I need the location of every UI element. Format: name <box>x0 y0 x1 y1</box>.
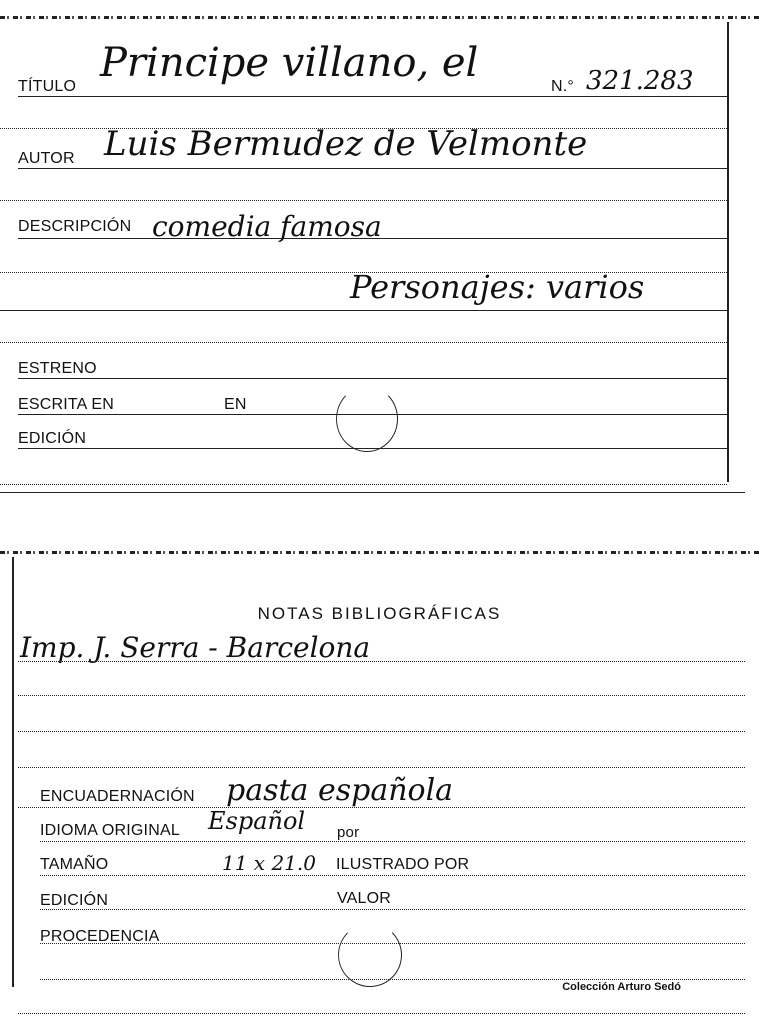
card-top-edge <box>0 16 759 19</box>
rule-line <box>0 200 727 201</box>
catalog-card-front <box>0 0 759 495</box>
descripcion-value: comedia famosa <box>152 210 382 243</box>
numero-label: N.° <box>551 78 574 95</box>
stamp-circle <box>338 923 402 987</box>
idioma-label: IDIOMA ORIGINAL <box>40 822 180 839</box>
collection-credit: Colección Arturo Sedó <box>562 981 681 993</box>
rule-line <box>18 695 745 696</box>
rule-line <box>40 979 745 980</box>
rule-line <box>18 731 745 732</box>
card-top-edge <box>0 551 759 554</box>
titulo-label: TÍTULO <box>18 78 77 95</box>
rule-line <box>40 909 745 910</box>
encuadernacion-value: pasta española <box>226 773 454 808</box>
edicion-label-back: EDICIÓN <box>40 892 109 909</box>
personajes-value: Personajes: varios <box>350 268 645 306</box>
en-label: EN <box>224 396 247 413</box>
estreno-label: ESTRENO <box>18 360 97 377</box>
notes-line-1: Imp. J. Serra - Barcelona <box>20 631 371 664</box>
rule-line <box>18 168 727 169</box>
card-bottom-edge <box>0 492 745 493</box>
por-label: por <box>337 824 360 841</box>
idioma-value: Español <box>208 807 306 835</box>
rule-line <box>0 310 727 311</box>
card-right-border <box>727 22 729 482</box>
autor-value: Luis Bermudez de Velmonte <box>104 124 588 164</box>
procedencia-label: PROCEDENCIA <box>40 928 160 945</box>
notas-heading: NOTAS BIBLIOGRÁFICAS <box>257 604 502 623</box>
tamano-value: 11 x 21.0 <box>222 851 316 875</box>
rule-line <box>18 378 727 379</box>
rule-line <box>40 875 745 876</box>
numero-value: 321.283 <box>586 66 694 96</box>
autor-label: AUTOR <box>18 150 75 167</box>
rule-line <box>0 484 727 485</box>
rule-line <box>18 661 745 662</box>
tamano-label: TAMAÑO <box>40 856 109 873</box>
catalog-card-back <box>0 545 759 1028</box>
rule-line <box>18 96 727 97</box>
escrita-en-label: ESCRITA EN <box>18 396 114 413</box>
descripcion-label: DESCRIPCIÓN <box>18 218 132 235</box>
titulo-value: Principe villano, el <box>100 40 479 86</box>
stamp-circle <box>336 386 398 452</box>
rule-line <box>18 767 745 768</box>
rule-line <box>0 342 727 343</box>
edicion-label: EDICIÓN <box>18 430 87 447</box>
valor-label: VALOR <box>337 890 392 907</box>
ilustrado-label: ILUSTRADO POR <box>336 856 470 873</box>
rule-line <box>40 841 745 842</box>
encuadernacion-label: ENCUADERNACIÓN <box>40 788 195 805</box>
rule-line <box>18 1013 745 1014</box>
